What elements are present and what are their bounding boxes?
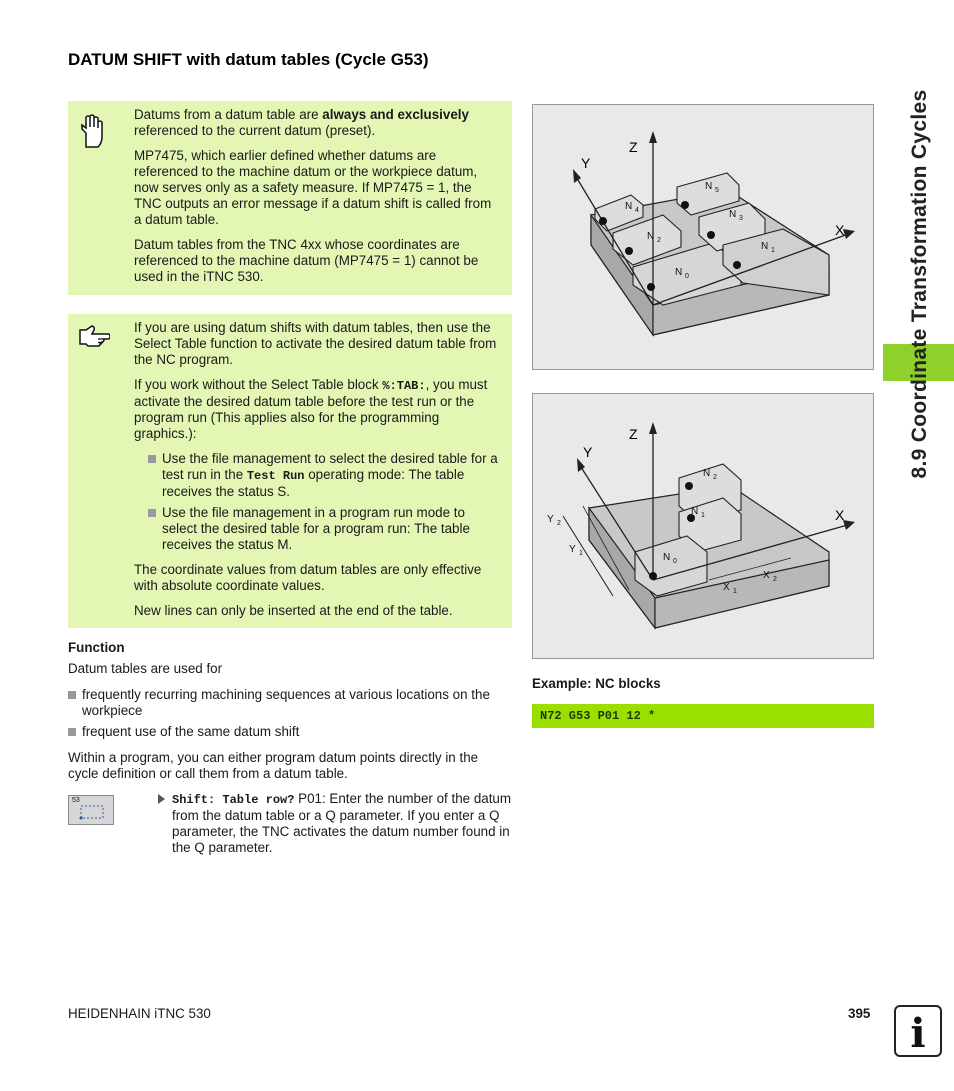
note2-paragraph-2: If you work without the Select Table block %:TAB:, you must activate the desired datum table before the test run or the program run (This applies also for the programming graphics.): — [134, 377, 488, 441]
fig1-label-n: N — [729, 209, 737, 220]
fig2-axis-x-label: X — [835, 507, 845, 523]
note2-paragraph-1: If you are using datum shifts with datum tables, then use the Select Table function to activate the desired datum table from the NC program. — [134, 320, 497, 367]
fig1-label-sub: 4 — [635, 207, 639, 214]
nc-code-block: N72 G53 P01 12 * — [532, 704, 874, 728]
parameter-description: Shift: Table row? P01: Enter the number of the datum from the datum table or a Q parameter. If you enter a Q parameter, the TNC activates the datum number found in the Q parameter. — [158, 791, 512, 856]
warning-note — [68, 101, 512, 295]
list-item: frequent use of the same datum shift — [68, 724, 512, 740]
function-paragraph: Within a program, you can either program datum points directly in the cycle definition or call them from a datum table. — [68, 750, 479, 781]
list-item: frequently recurring machining sequences at various locations on the workpiece — [68, 687, 512, 719]
fig2-dim-y: Y — [547, 514, 554, 525]
note2-bullet-2: Use the file management in a program run mode to select the desired table for a program run: The table receives the status M. — [148, 505, 502, 553]
note2-bullet-1: Use the file management to select the desired table for a test run in the Test Run operating mode: The table receives the status S. — [148, 451, 502, 500]
fig2-dim-x: X — [763, 570, 770, 581]
function-bullet-list — [68, 687, 512, 745]
svg-text:i: i — [910, 1010, 926, 1055]
pointing-hand-icon — [78, 322, 110, 358]
function-heading: Function — [68, 640, 125, 655]
fig2-dim-x: X — [723, 582, 730, 593]
fig1-label-n: N — [675, 267, 683, 278]
fig2-label-sub: 2 — [713, 474, 717, 481]
fig2-axis-z-label: Z — [629, 426, 638, 442]
fig1-axis-z-label: Z — [629, 139, 638, 155]
datum-shift-softkey-icon: 53 — [68, 795, 114, 825]
footer-product-name: HEIDENHAIN iTNC 530 — [68, 1006, 211, 1021]
fig2-label-n: N — [691, 506, 699, 517]
fig2-dim-sub: 2 — [773, 576, 777, 583]
tip-note — [68, 314, 512, 628]
example-heading: Example: NC blocks — [532, 676, 661, 691]
note1-paragraph-1: Datums from a datum table are always and exclusively referenced to the current datum (preset). — [134, 107, 469, 138]
fig1-label-sub: 0 — [685, 273, 689, 280]
fig2-axis-y-label: Y — [583, 444, 593, 460]
fig1-label-n: N — [647, 231, 655, 242]
chapter-side-title: 8.9 Coordinate Transformation Cycles — [908, 89, 931, 479]
fig1-label-sub: 1 — [771, 247, 775, 254]
note2-paragraph-4: New lines can only be inserted at the end of the table. — [134, 603, 453, 618]
datum-table-figure-1 — [532, 104, 874, 370]
note1-paragraph-3: Datum tables from the TNC 4xx whose coordinates are referenced to the machine datum (MP7475 = 1) cannot be used in the iTNC 530. — [134, 237, 479, 284]
fig1-label-sub: 3 — [739, 215, 743, 222]
fig1-label-n: N — [625, 201, 633, 212]
section-title: DATUM SHIFT with datum tables (Cycle G53) — [68, 50, 429, 69]
fig2-dim-sub: 2 — [557, 520, 561, 527]
fig2-dim-y: Y — [569, 544, 576, 555]
fig2-label-sub: 1 — [701, 512, 705, 519]
info-icon — [894, 1005, 942, 1057]
page-number: 395 — [848, 1006, 871, 1021]
fig2-label-n: N — [703, 468, 711, 479]
fig2-dim-sub: 1 — [733, 588, 737, 595]
fig1-label-n: N — [761, 241, 769, 252]
fig2-dim-sub: 1 — [579, 550, 583, 557]
hand-warning-icon — [78, 113, 108, 149]
function-intro: Datum tables are used for — [68, 661, 223, 676]
fig2-label-sub: 0 — [673, 558, 677, 565]
note2-paragraph-3: The coordinate values from datum tables are only effective with absolute coordinate values. — [134, 562, 482, 593]
fig1-axis-y-label: Y — [581, 155, 591, 171]
datum-table-figure-2 — [532, 393, 874, 659]
fig1-label-sub: 5 — [715, 187, 719, 194]
fig1-label-sub: 2 — [657, 237, 661, 244]
fig1-label-n: N — [705, 181, 713, 192]
fig1-axis-x-label: X — [835, 222, 845, 238]
fig2-label-n: N — [663, 552, 671, 563]
note1-paragraph-2: MP7475, which earlier defined whether datums are referenced to the machine datum or the workpiece datum, now serves only as a safety measure. If MP7475 = 1, the TNC outputs an error message if a datum shift is called from a datum table. — [134, 148, 492, 227]
